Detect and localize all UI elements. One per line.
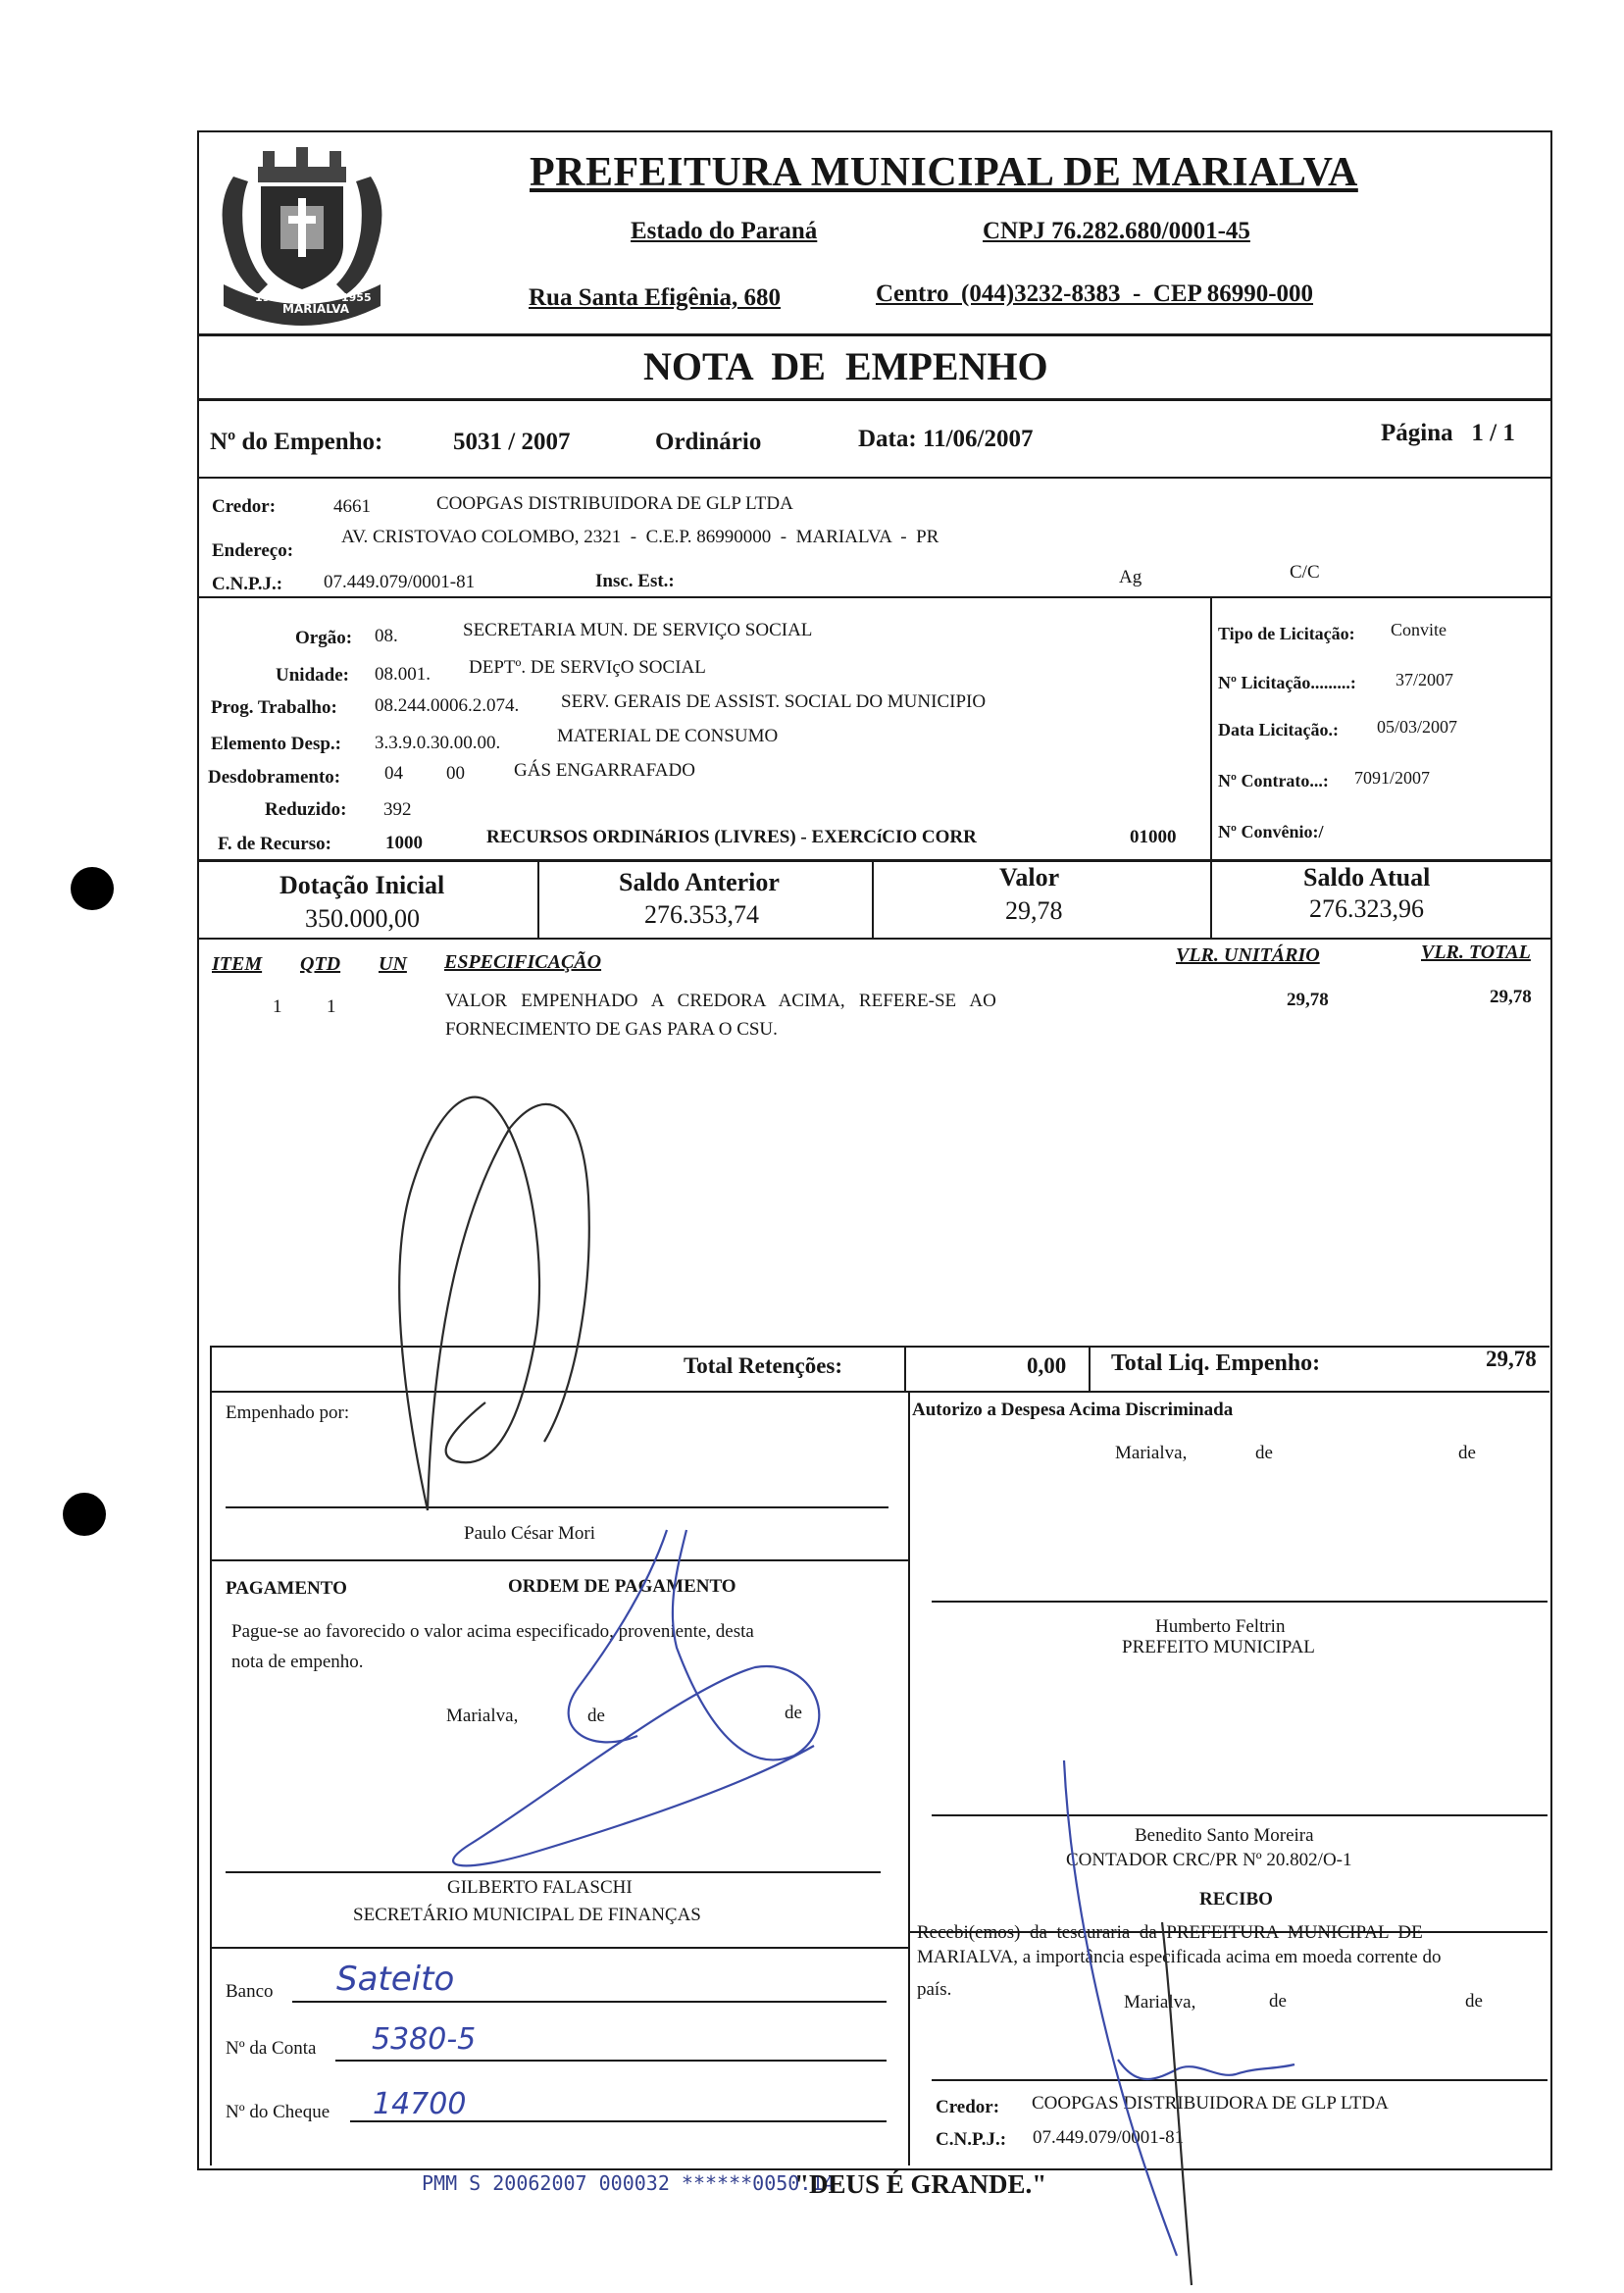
crest-name: MARIALVA bbox=[282, 302, 349, 316]
autorizo-de1: de bbox=[1255, 1443, 1273, 1463]
desdobramento-label: Desdobramento: bbox=[208, 767, 341, 788]
credor-label: Credor: bbox=[212, 496, 277, 517]
unidade-label: Unidade: bbox=[276, 665, 349, 686]
valor-value: 29,78 bbox=[1005, 896, 1063, 925]
recibo-city: Marialva, bbox=[1124, 1992, 1196, 2013]
cc-label: C/C bbox=[1290, 562, 1320, 583]
col-header-spec: ESPECIFICAÇÃO bbox=[444, 951, 602, 973]
row-qtd: 1 bbox=[327, 996, 336, 1017]
reduzido-value: 392 bbox=[383, 799, 412, 820]
saldo-anterior-value: 276.353,74 bbox=[644, 900, 759, 929]
recurso-name: RECURSOS ORDINáRIOS (LIVRES) - EXERCíCIO CORR bbox=[486, 827, 977, 847]
prog-trabalho-code: 08.244.0006.2.074. bbox=[375, 695, 520, 716]
recibo-text-line3: país. bbox=[917, 1979, 952, 2000]
elemento-code: 3.3.9.0.30.00.00. bbox=[375, 733, 501, 753]
crest-year-right: 1955 bbox=[341, 291, 372, 304]
prog-trabalho-label: Prog. Trabalho: bbox=[211, 697, 337, 718]
desdobramento-code2: 00 bbox=[446, 763, 465, 784]
saldo-atual-value: 276.323,96 bbox=[1309, 894, 1424, 923]
recibo-de2: de bbox=[1465, 1991, 1483, 2012]
dotacao-label: Dotação Inicial bbox=[279, 871, 445, 899]
ordem-pagamento-title: ORDEM DE PAGAMENTO bbox=[508, 1576, 736, 1597]
district-phone: Centro (044)3232-8383 - CEP 86990-000 bbox=[876, 280, 1314, 307]
licitacao-type-value: Convite bbox=[1391, 620, 1446, 639]
row-spec-line2: FORNECIMENTO DE GAS PARA O CSU. bbox=[445, 1019, 778, 1040]
printer-stamp: PMM S 20062007 000032 ******0050.14 bbox=[422, 2171, 836, 2195]
page-title: PREFEITURA MUNICIPAL DE MARIALVA bbox=[530, 150, 1358, 195]
recurso-code2: 01000 bbox=[1130, 827, 1177, 847]
recibo-credor-label: Credor: bbox=[936, 2097, 1000, 2117]
contrato-label: Nº Contrato...: bbox=[1218, 771, 1329, 790]
autorizo-title: Autorizo a Despesa Acima Discriminada bbox=[912, 1400, 1234, 1420]
mayor-name: Humberto Feltrin bbox=[1155, 1616, 1286, 1637]
desdobramento-name: GÁS ENGARRAFADO bbox=[514, 760, 695, 781]
reduzido-label: Reduzido: bbox=[265, 799, 347, 820]
empenhado-por-name: Paulo César Mori bbox=[464, 1523, 596, 1544]
recurso-code: 1000 bbox=[385, 833, 423, 853]
retencoes-label: Total Retenções: bbox=[684, 1353, 843, 1378]
row-spec-line1: VALOR EMPENHADO A CREDORA ACIMA, REFERE-SE AO bbox=[445, 991, 996, 1011]
row-total-value: 29,78 bbox=[1490, 987, 1532, 1007]
accountant-title: CONTADOR CRC/PR Nº 20.802/O-1 bbox=[1066, 1850, 1352, 1870]
empenho-number: 5031 / 2007 bbox=[453, 429, 571, 455]
recibo-credor-name: COOPGAS DISTRIBUIDORA DE GLP LTDA bbox=[1032, 2093, 1389, 2114]
saldo-anterior-label: Saldo Anterior bbox=[619, 868, 780, 896]
street-address: Rua Santa Efigênia, 680 bbox=[529, 284, 781, 311]
ag-label: Ag bbox=[1119, 567, 1142, 587]
convenio-label: Nº Convênio:/ bbox=[1218, 822, 1324, 841]
autorizo-de2: de bbox=[1458, 1443, 1476, 1463]
row-item: 1 bbox=[273, 996, 282, 1017]
footer-motto: "DEUS É GRANDE." bbox=[794, 2169, 1047, 2199]
state-label: Estado do Paraná bbox=[631, 218, 818, 244]
prog-trabalho-name: SERV. GERAIS DE ASSIST. SOCIAL DO MUNICIPIO bbox=[561, 691, 987, 712]
credor-cnpj: 07.449.079/0001-81 bbox=[324, 572, 476, 592]
licitacao-type-label: Tipo de Licitação: bbox=[1218, 624, 1355, 643]
banco-label: Banco bbox=[226, 1981, 274, 2002]
pagamento-de2: de bbox=[785, 1703, 802, 1723]
credor-code: 4661 bbox=[333, 496, 371, 517]
retencoes-value: 0,00 bbox=[1027, 1353, 1067, 1378]
secretary-title: SECRETÁRIO MUNICIPAL DE FINANÇAS bbox=[353, 1905, 701, 1925]
col-header-unit-value: VLR. UNITÁRIO bbox=[1176, 944, 1320, 966]
recibo-text-line1: Recebi(emos) da tesouraria da PREFEITURA MUNICIPAL DE bbox=[917, 1922, 1423, 1943]
cheque-handwritten-value: 14700 bbox=[373, 2087, 467, 2121]
empenhado-por-label: Empenhado por: bbox=[226, 1402, 350, 1423]
total-liq-label: Total Liq. Empenho: bbox=[1111, 1350, 1321, 1376]
crest-year-left: 1951 bbox=[255, 291, 285, 304]
address-label: Endereço: bbox=[212, 540, 294, 561]
pagamento-title: PAGAMENTO bbox=[226, 1578, 347, 1599]
elemento-name: MATERIAL DE CONSUMO bbox=[557, 726, 779, 746]
conta-label: Nº da Conta bbox=[226, 2038, 317, 2059]
col-header-item: ITEM bbox=[212, 953, 263, 975]
licitacao-date-label: Data Licitação.: bbox=[1218, 720, 1339, 739]
unidade-name: DEPTº. DE SERVIçO SOCIAL bbox=[469, 657, 706, 678]
unidade-code: 08.001. bbox=[375, 664, 431, 685]
empenho-type: Ordinário bbox=[655, 429, 762, 455]
pagamento-text-line1: Pague-se ao favorecido o valor acima especificado, proveniente, desta bbox=[231, 1621, 754, 1642]
col-header-total-value: VLR. TOTAL bbox=[1421, 942, 1531, 963]
col-header-un: UN bbox=[379, 953, 407, 975]
licitacao-number-value: 37/2007 bbox=[1396, 670, 1454, 689]
conta-handwritten-value: 5380-5 bbox=[372, 2022, 477, 2057]
empenho-date: Data: 11/06/2007 bbox=[858, 426, 1034, 452]
orgao-label: Orgão: bbox=[295, 628, 353, 648]
pagamento-de1: de bbox=[587, 1706, 605, 1726]
cnpj-header: CNPJ 76.282.680/0001-45 bbox=[983, 218, 1250, 244]
valor-label: Valor bbox=[999, 863, 1060, 892]
mayor-title: PREFEITO MUNICIPAL bbox=[1122, 1637, 1315, 1657]
pagamento-text-line2: nota de empenho. bbox=[231, 1652, 364, 1672]
recibo-de1: de bbox=[1269, 1991, 1287, 2012]
cheque-label: Nº do Cheque bbox=[226, 2102, 330, 2122]
contrato-value: 7091/2007 bbox=[1354, 768, 1431, 788]
licitacao-number-label: Nº Licitação.........: bbox=[1218, 673, 1356, 692]
recibo-cnpj-value: 07.449.079/0001-81 bbox=[1033, 2127, 1185, 2148]
recibo-cnpj-label: C.N.P.J.: bbox=[936, 2129, 1007, 2150]
insc-est-label: Insc. Est.: bbox=[595, 571, 675, 591]
recibo-title: RECIBO bbox=[1199, 1889, 1273, 1910]
credor-cnpj-label: C.N.P.J.: bbox=[212, 574, 283, 594]
dotacao-value: 350.000,00 bbox=[305, 904, 420, 933]
autorizo-city: Marialva, bbox=[1115, 1443, 1188, 1463]
pagamento-city: Marialva, bbox=[446, 1706, 519, 1726]
licitacao-date-value: 05/03/2007 bbox=[1377, 717, 1458, 737]
banco-handwritten-value: Sateito bbox=[336, 1960, 455, 1999]
recurso-label: F. de Recurso: bbox=[218, 834, 331, 854]
desdobramento-code1: 04 bbox=[384, 763, 403, 784]
saldo-atual-label: Saldo Atual bbox=[1303, 863, 1431, 892]
total-liq-value: 29,78 bbox=[1486, 1347, 1537, 1371]
page-number: Página 1 / 1 bbox=[1381, 420, 1515, 446]
credor-address: AV. CRISTOVAO COLOMBO, 2321 - C.E.P. 86990000 - MARIALVA - PR bbox=[341, 527, 939, 547]
credor-name: COOPGAS DISTRIBUIDORA DE GLP LTDA bbox=[436, 493, 793, 514]
elemento-label: Elemento Desp.: bbox=[211, 734, 341, 754]
empenho-number-label: Nº do Empenho: bbox=[210, 429, 383, 455]
col-header-qtd: QTD bbox=[300, 953, 341, 975]
accountant-name: Benedito Santo Moreira bbox=[1135, 1825, 1314, 1846]
row-unit-value: 29,78 bbox=[1287, 990, 1329, 1010]
document-title: NOTA DE EMPENHO bbox=[643, 344, 1048, 388]
secretary-name: GILBERTO FALASCHI bbox=[447, 1877, 633, 1898]
orgao-code: 08. bbox=[375, 626, 398, 646]
recibo-text-line2: MARIALVA, a importância especificada acima em moeda corrente do bbox=[917, 1947, 1442, 1967]
orgao-name: SECRETARIA MUN. DE SERVIÇO SOCIAL bbox=[463, 620, 813, 640]
